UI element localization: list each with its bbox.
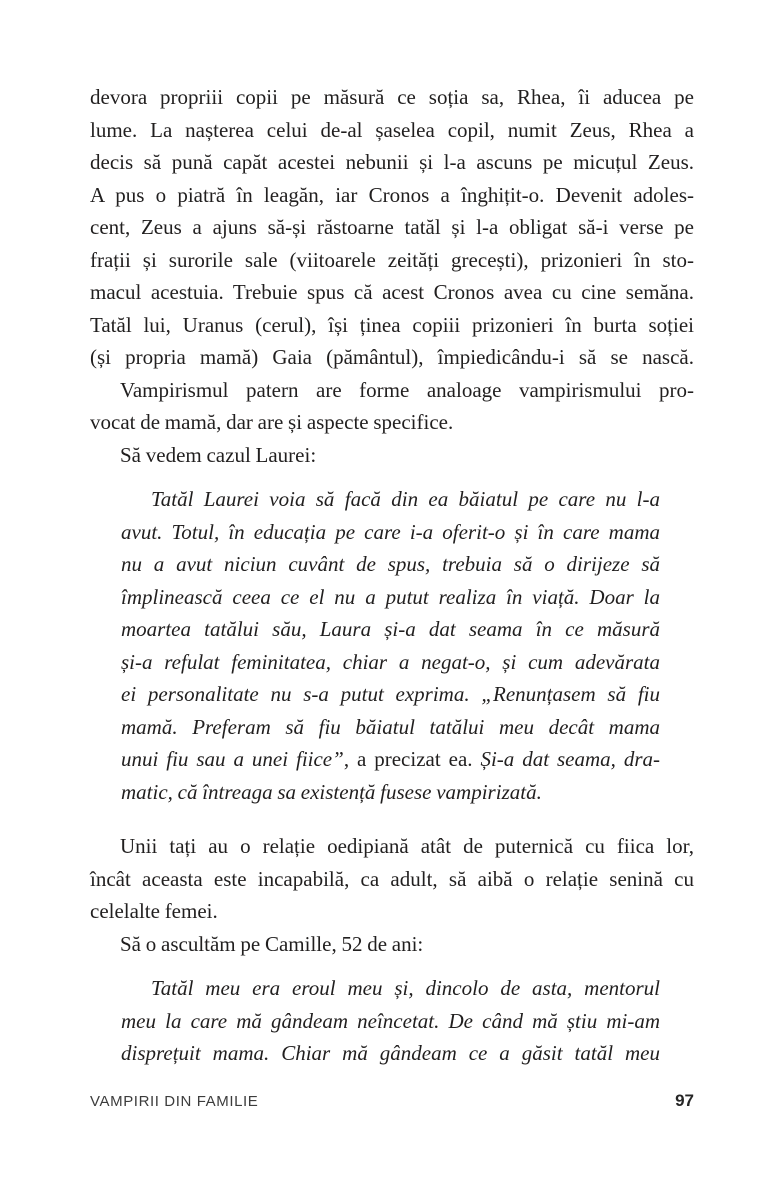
text-line: cent, Zeus a ajuns să-și răstoarne tatăl și l-a obligat să-i verse pe: [90, 215, 694, 239]
page-footer: [90, 1091, 694, 1111]
italic-segment: Și-a dat seama, dra-: [480, 747, 660, 771]
text-line: matic, că întreaga sa existență fusese vampirizată.: [121, 779, 542, 804]
paragraph: [90, 439, 694, 472]
text-line: devora propriii copii pe măsură ce soția sa, Rhea, îi aducea pe: [90, 85, 694, 109]
text-line: încât aceasta este incapabilă, ca adult, să aibă o relație senină cu: [90, 866, 694, 891]
text-line: ei personalitate nu s-a putut exprima. „Renunțasem să fiu: [121, 682, 660, 706]
page-text: [90, 81, 694, 1092]
text-line: lume. La nașterea celui de-al șaselea copil, numit Zeus, Rhea a: [90, 117, 694, 142]
text-line: Tatăl Laurei voia să facă din ea băiatul pe care nu l-a: [151, 487, 660, 511]
text-line: moartea tatălui său, Laura și-a dat seama în ce măsură: [121, 617, 660, 641]
paragraph: [90, 830, 694, 928]
paragraph: [90, 81, 694, 374]
text-line: Tatăl meu era eroul meu și, dincolo de asta, mentorul: [151, 976, 660, 1000]
text-line: și-a refulat feminitatea, chiar a negat-o, și cum adevărata: [121, 649, 660, 674]
text-line: nu a avut niciun cuvânt de spus, trebuia să o dirijeze să: [121, 552, 660, 576]
text-line: macul acestuia. Trebuie spus că acest Cronos avea cu cine semăna.: [90, 280, 694, 304]
running-title: VAMPIRII DIN FAMILIE: [90, 1093, 259, 1110]
text-line: Tatăl lui, Uranus (cerul), își ținea copiii prizonieri în burta soției: [90, 312, 694, 337]
page-number: 97: [675, 1091, 694, 1110]
text-line: meu la care mă gândeam neîncetat. De când mă știu mi-am: [121, 1008, 660, 1033]
text-line: Să o ascultăm pe Camille, 52 de ani:: [120, 931, 424, 956]
text-line: [121, 743, 660, 776]
text-line: frații și surorile sale (viitoarele zeități grecești), prizonieri în sto-: [90, 247, 694, 272]
text-line: mamă. Preferam să fiu băiatul tatălui meu decât mama: [121, 714, 660, 739]
text-line: Să vedem cazul Laurei:: [120, 442, 317, 467]
text-line: disprețuit mama. Chiar mă gândeam ce a găsit tatăl meu: [121, 1041, 660, 1065]
text-line: (și propria mamă) Gaia (pământul), împiedicându-i să se nască.: [90, 345, 694, 369]
italic-segment: unui fiu sau a unei fiice”: [121, 747, 344, 771]
text-line: vocat de mamă, dar are și aspecte specifice.: [90, 410, 454, 434]
text-line: Vampirismul patern are forme analoage vampirismului pro-: [120, 377, 694, 402]
paragraph: [90, 928, 694, 961]
text-line: avut. Totul, în educația pe care i-a oferit-o și în care mama: [121, 519, 660, 544]
block-quote: [121, 972, 660, 1070]
text-line: celelalte femei.: [90, 899, 218, 923]
text-line: A pus o piatră în leagăn, iar Cronos a înghițit-o. Devenit adoles-: [90, 182, 694, 207]
text-line: Unii tați au o relație oedipiană atât de puternică cu fiica lor,: [120, 834, 694, 858]
block-quote: [121, 483, 660, 808]
paragraph: [90, 374, 694, 439]
text-line: împlinească ceea ce el nu a putut realiza în viață. Doar la: [121, 584, 660, 609]
roman-segment: , a precizat ea.: [343, 747, 481, 771]
text-line: decis să pună capăt acestei nebunii și l-a ascuns pe micuțul Zeus.: [90, 150, 694, 174]
